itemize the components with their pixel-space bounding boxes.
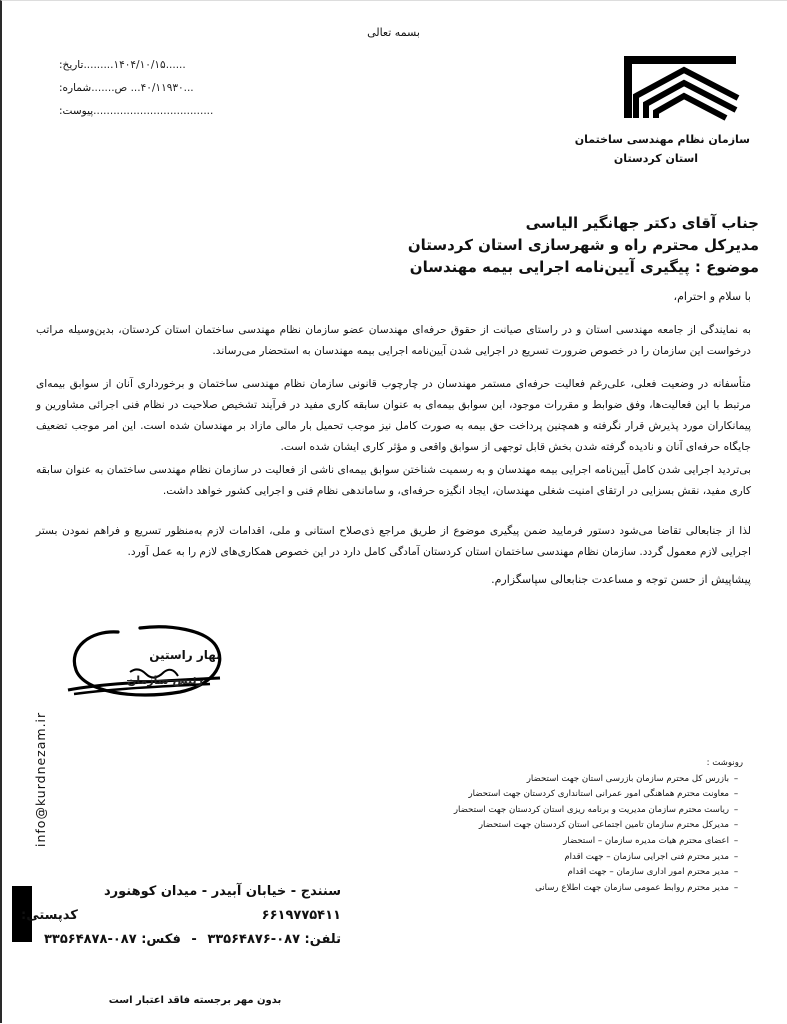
addressee-block — [119, 212, 759, 278]
date-label: تاریخ: — [59, 59, 84, 71]
organization-name: سازمان نظام مهندسی ساختمان — [574, 133, 750, 146]
paragraph-1: به نمایندگی از جامعه مهندسی استان و در راستای صیانت از حقوق حرفه‌ای مهندسان عضو سازمان نظام مهندسی ساختمان استان کردستان، بدین‌وسیله مراتب درخواست این سازمان را در خصوص ضرورت تسریع در اجرایی شدن آیین‌نامه اجرایی بیمه مهندسان به استحضار می‌رساند. — [36, 324, 751, 357]
addressee-name: جناب آقای دکتر جهانگیر الیاسی — [525, 214, 759, 232]
copies-title: رونوشت : — [706, 758, 743, 768]
closing-line: پیشاپیش از حسن توجه و مساعدت جنابعالی سپاسگزارم. — [491, 573, 751, 586]
paragraph-2: متأسفانه در وضعیت فعلی، علی‌رغم فعالیت حرفه‌ای مستمر مهندسان در چارچوب قانونی سازمان نظام مهندسی ساختمان و برخورداری آنان از سوابق بیمه‌ای مرتبط با این فعالیت‌ها، وفق ضوابط و مقررات موجود، این سوابق بیمه‌ای به عنوان سابقه کاری مفید در فرآیند تشخیص صلاحیت در نظام فنی اجرائی مشاورین و پیمانکاران مورد پذیرش قرار نگرفته و همچنین پرداخت حق بیمه به صورت کامل نیز موجب تحمیل بار مالی مازاد بر مهندسان شده است. این امر موجب تضعیف جایگاه حرفه‌ای آنان و نادیده گرفته شدن بخش قابل توجهی از سوابق واقعی و مؤثر کاری ایشان شده است. — [36, 378, 751, 453]
copies-item: –مدیرکل محترم سازمان تامین اجتماعی استان کردستان جهت استحضار — [478, 820, 739, 831]
footer-address: سنندج - خیابان آبیدر - میدان کوهنورد — [103, 884, 341, 899]
copies-item: –مدیر محترم روابط عمومی سازمان جهت اطلاع رسانی — [535, 882, 739, 893]
validity-note: بدون مهر برجسته فاقد اعتبار است — [108, 995, 282, 1006]
copies-item: –معاونت محترم هماهنگی امور عمرانی استانداری کردستان جهت استحضار — [468, 789, 739, 800]
attachment-row — [55, 100, 214, 123]
number-label: شماره: — [59, 82, 92, 94]
attachment-value: .................................... — [93, 105, 214, 117]
copies-item: –بازرس کل محترم سازمان بازرسی استان جهت استحضار — [526, 773, 739, 784]
signer-name: بهار راستین — [149, 648, 221, 662]
number-value: ...۴۰/۱۱۹۳۰... ص....... — [91, 82, 194, 94]
letter-meta — [55, 54, 214, 123]
date-value: ......۱۴۰۴/۱۰/۱۵......... — [83, 59, 186, 71]
addressee-title: مدیرکل محترم راه و شهرسازی استان کردستان — [407, 236, 759, 254]
copies-item: –ریاست محترم سازمان مدیریت و برنامه ریزی استان کردستان جهت استحضار — [453, 804, 739, 815]
basmala: بسمه تعالی — [367, 26, 420, 39]
copies-list — [435, 756, 743, 896]
paragraph-4: لذا از جنابعالی تقاضا می‌شود دستور فرمایید ضمن پیگیری موضوع از طریق مراجع ذی‌صلاح استانی و ملی، اقدامات لازم به‌منظور تسریع و فراهم نمودن بستر اجرایی لازم معمول گردد. سازمان نظام مهندسی ساختمان استان کردستان آمادگی کامل دارد در این خصوص همکاری‌های لازم را به عمل آورد. — [36, 525, 751, 558]
copies-item: –اعضای محترم هیات مدیره سازمان – استحضار — [563, 835, 739, 846]
footer-email[interactable]: info@kurdnezam.ir — [33, 711, 48, 847]
postal-value: ۶۶۱۹۷۷۵۴۱۱ — [261, 908, 341, 923]
organization-logo-icon — [622, 56, 742, 122]
postal-label: کدپستی: — [21, 908, 78, 923]
phone-value: ۰۸۷-۳۳۵۶۴۸۷۶ — [207, 932, 301, 947]
organization-province: استان کردستان — [613, 152, 699, 165]
footer-phone-fax: تلفن: ۰۸۷-۳۳۵۶۴۸۷۶ - فکس: ۰۸۷-۳۳۵۶۴۸۷۸ — [43, 932, 341, 947]
paragraph-3: بی‌تردید اجرایی شدن کامل آیین‌نامه اجرایی بیمه مهندسان و به رسمیت شناختن سوابق بیمه‌ای ناشی از فعالیت در سازمان نظام مهندسی ساختمان به عنوان سابقه کاری مفید، نقش بسزایی در ارتقای امنیت شغلی مهندسان، ایجاد انگیزه حرفه‌ای، و ساماندهی نظام فنی و اجرایی کشور خواهد داشت. — [36, 464, 751, 497]
copies-item: –مدیر محترم امور اداری سازمان – جهت اقدام — [567, 867, 739, 878]
attachment-label: پیوست: — [59, 105, 94, 117]
number-row — [55, 77, 194, 100]
footer-postal — [21, 908, 341, 923]
subject-line: موضوع : پیگیری آیین‌نامه اجرایی بیمه مهندسان — [409, 258, 759, 276]
date-row — [55, 54, 190, 77]
fax-value: ۰۸۷-۳۳۵۶۴۸۷۸ — [43, 932, 137, 947]
fax-label: فکس: — [141, 932, 181, 947]
phone-label: تلفن: — [304, 932, 341, 947]
copies-item: –مدیر محترم فنی اجرایی سازمان – جهت اقدام — [564, 851, 739, 862]
greeting: با سلام و احترام، — [673, 290, 751, 303]
signer-title: رئیس سازمان — [127, 674, 203, 687]
